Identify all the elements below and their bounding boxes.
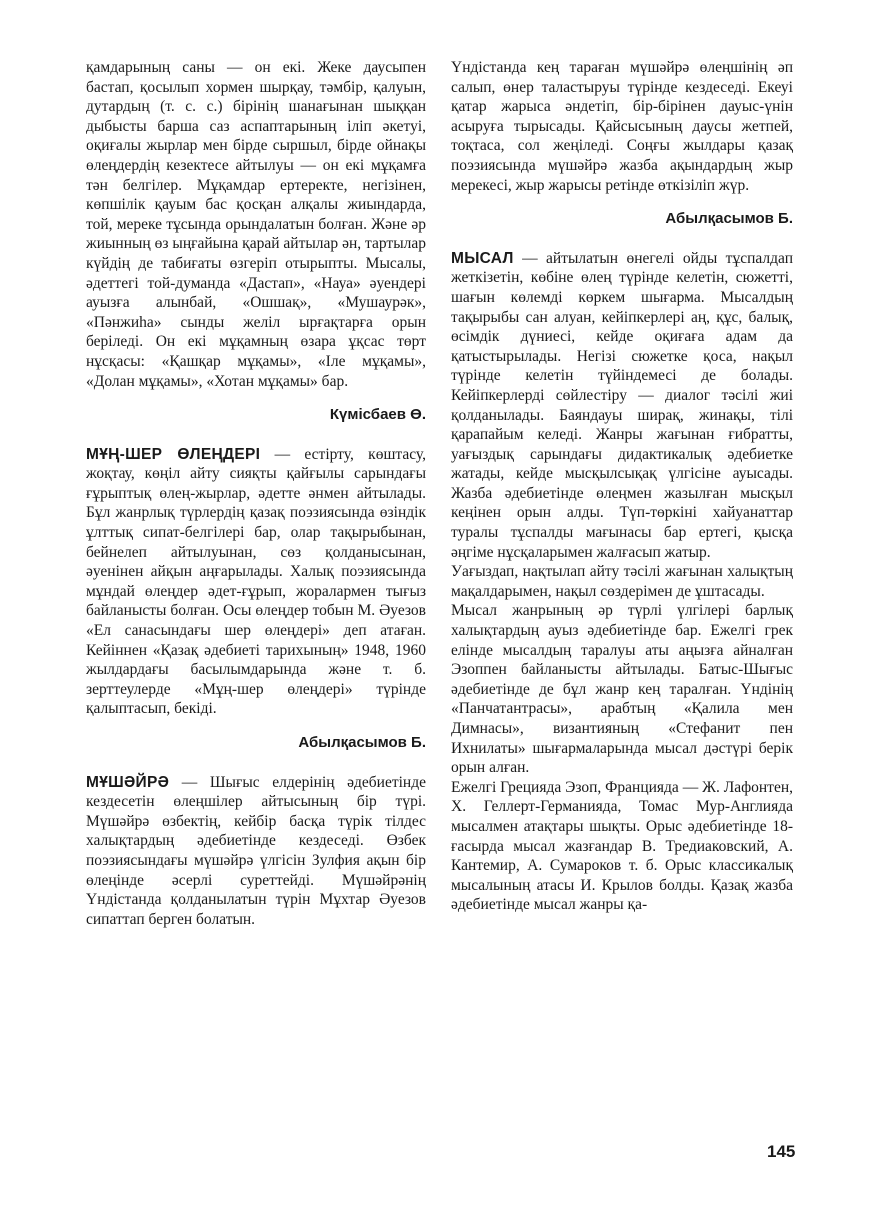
entry-mysal [451, 249, 793, 563]
entry-text-mysal-p3: Мысал жанрының әр түрлі үлгілері барлық халықтардың ауыз әдебиетінде бар. Ежелгі грек елінде мысалдың таралуы аты аңызға айналған Эзоппен байланысты айтылады. Батыс-Шығыс әдебиетінде де бұл жанр кең таралған. Үндінің «Панчатантрасы», арабтың «Қалила мен Димнасы», византияның «Стефанит пен Ихнилаты» шығармаларында мысал дәстүрі берік орын алған. [451, 602, 793, 777]
author-signature-kumisbaev: Күмісбаев Ө. [329, 406, 426, 424]
page-number: 145 [767, 1142, 796, 1161]
entry-text-mysal-p1: — айтылатын өнегелі ойды тұспалдап жеткізетін, көбіне өлең түрінде келетін, сюжетті, шағын көлемді көркем шығарма. Мысалдың тақырыбы сан алуан, кейіпкерлері аң, құс, балық, өсімдік дүниесі, кейде оқиғаға адам да қатыстырылады. Негізі сюжетке қоса, нақыл түрінде келетін түйіндемесі де болады. Кейіпкерлерді сөйлестіру — диалог тәсілі жиі қолданылады. Баяндауы ширақ, жинақы, тілі қарапайым келеді. Жанры жағынан ғибратты, уағыздық сарындағы дидактикалық әдебиетке жатады, кейде мысқылсықақ үлгісіне ауысады. Жазба әдебиетінде өлеңмен жазылған мысқыл кеңінен орын алды. Түп-төркіні хайуанаттар туралы тұспалды мағынасы бар ертегі, қысқа әңгіме нұсқаларымен жалғасып жатыр. [451, 249, 793, 561]
entry-mun-sher [86, 445, 426, 719]
entry-text-mysal-p2: Уағыздап, нақтылап айту тәсілі жағынан халықтың мақалдарымен, нақыл сөздерімен де ұштасады. [451, 563, 793, 600]
author-signature-abylkasymov-2: Абылқасымов Б. [665, 210, 793, 228]
entry-term-mun-sher: МҰҢ-ШЕР ӨЛЕҢДЕРІ [86, 445, 261, 463]
entry-text-mysal-p4: Ежелгі Грецияда Эзоп, Францияда — Ж. Лафонтен, Х. Геллерт-Германияда, Томас Мур-Англияда мысалмен атақтары шықты. Орыс әдебиетінде 18-ғасырда мысал жазғандар В. Тредиаковский, А. Кантемир, А. Сумароков т. б. Орыс классикалық мысалының атасы И. Крылов болды. Қазақ жазба әдебиетінде мысал жанры қа- [451, 778, 794, 914]
entry-text-mun-sher: — естірту, көштасу, жоқтау, көңіл айту сияқты қайғылы сарындағы ғұрыптық өлең-жырлар, әдетте әнмен айтылады. Бұл жанрлық түрлердің қазақ поэзиясында өзіндік ұлттық сипат-белгілері бар, олар тақырыбынан, бейнелеп айтылуынан, сөз қолданысынан, әуенінен айқын аңғарылады. Халық поэзиясында мұндай өлеңдер әдет-ғұрып, жоралармен тығыз байланысты болған. Осы өлеңдер тобын М. Әуезов «Ел санасындағы шер өлеңдері» деп атаған. Кейіннен «Қазақ әдебиеті тарихының» 1948, 1960 жылдардағы басылымдарында және т. б. зерттеулерде «Мұң-шер өлеңдері» түрінде қалыптасып, бекіді. [86, 445, 426, 718]
entry-text-mushaira: — Шығыс елдерінің әдебиетінде кездесетін өлеңшілер айтысының бір түрі. Мүшәйрә өзбектің, кейбір басқа түрік тілдес халықтардың әдебиетінде кездеседі. Өзбек поэзиясындағы мүшәйрә үлгісін Зулфия ақын бір өлеңінде әсерлі суреттейді. Мүшәйрәнің Үндістанда қолданылатын түрін Мұхтар Әуезов сипаттап берген болатын. [86, 773, 426, 928]
left-column [86, 58, 426, 929]
right-continuation-text: Үндістанда кең тараған мүшәйрә өлеңшінің әп салып, өнер таластыруы түрінде кездеседі. Екеуі қатар жарыса әндетіп, бір-бірінен дауыс-үнін асыруға тырысады. Қайсысының даусы жетпей, тоқтаса, сол жеңіледі. Соңғы жылдары қазақ поэзиясында мүшәйрә жазба ақындардың жыр мерекесі, жыр жарысы ретінде өткізіліп жүр. [451, 59, 793, 194]
entry-term-mushaira: МҰШӘЙРӘ [86, 773, 170, 791]
entry-term-mysal: МЫСАЛ [451, 249, 514, 267]
author-signature-abylkasymov-1: Абылқасымов Б. [298, 734, 426, 751]
entry-mushaira [86, 773, 426, 930]
left-continuation-text: қамдарының саны — он екі. Жеке даусыпен бастап, қосылып хормен шырқау, тәмбір, қалуын, дутардың (т. с. с.) бірінің шанағынан шыққан дыбысты барша саз аспаптарының іліп әкетуі, оқиғалы жырлар мен бірде сыршыл, бірде ойнақы өлеңдердің кезектесе айтылуы — он екі мұқамға тән белгілер. Мұқамдар ертеректе, негізінен, көпшілік қауым бас қосқан алқалы жиындарда, той, мереке тұсында орындалатын болған. Және әр жиынның өз ыңғайына қарай айтылар ән, тартылар күйдің де табиғаты өзгеріп отырыпты. Мысалы, әдеттегі той-думанда «Дастап», «Науа» әуендері ауызға алынбай, «Ошшақ», «Мушаурәк», «Пәнжиһа» сынды желіл ырғақтарға орын беріледі. Он екі мұқамның өзара ұқсас төрт нұсқасы: «Қашқар мұқамы», «Іле мұқамы», «Долан мұқамы», «Хотан мұқамы» бар. [86, 59, 426, 390]
right-column [451, 58, 793, 915]
